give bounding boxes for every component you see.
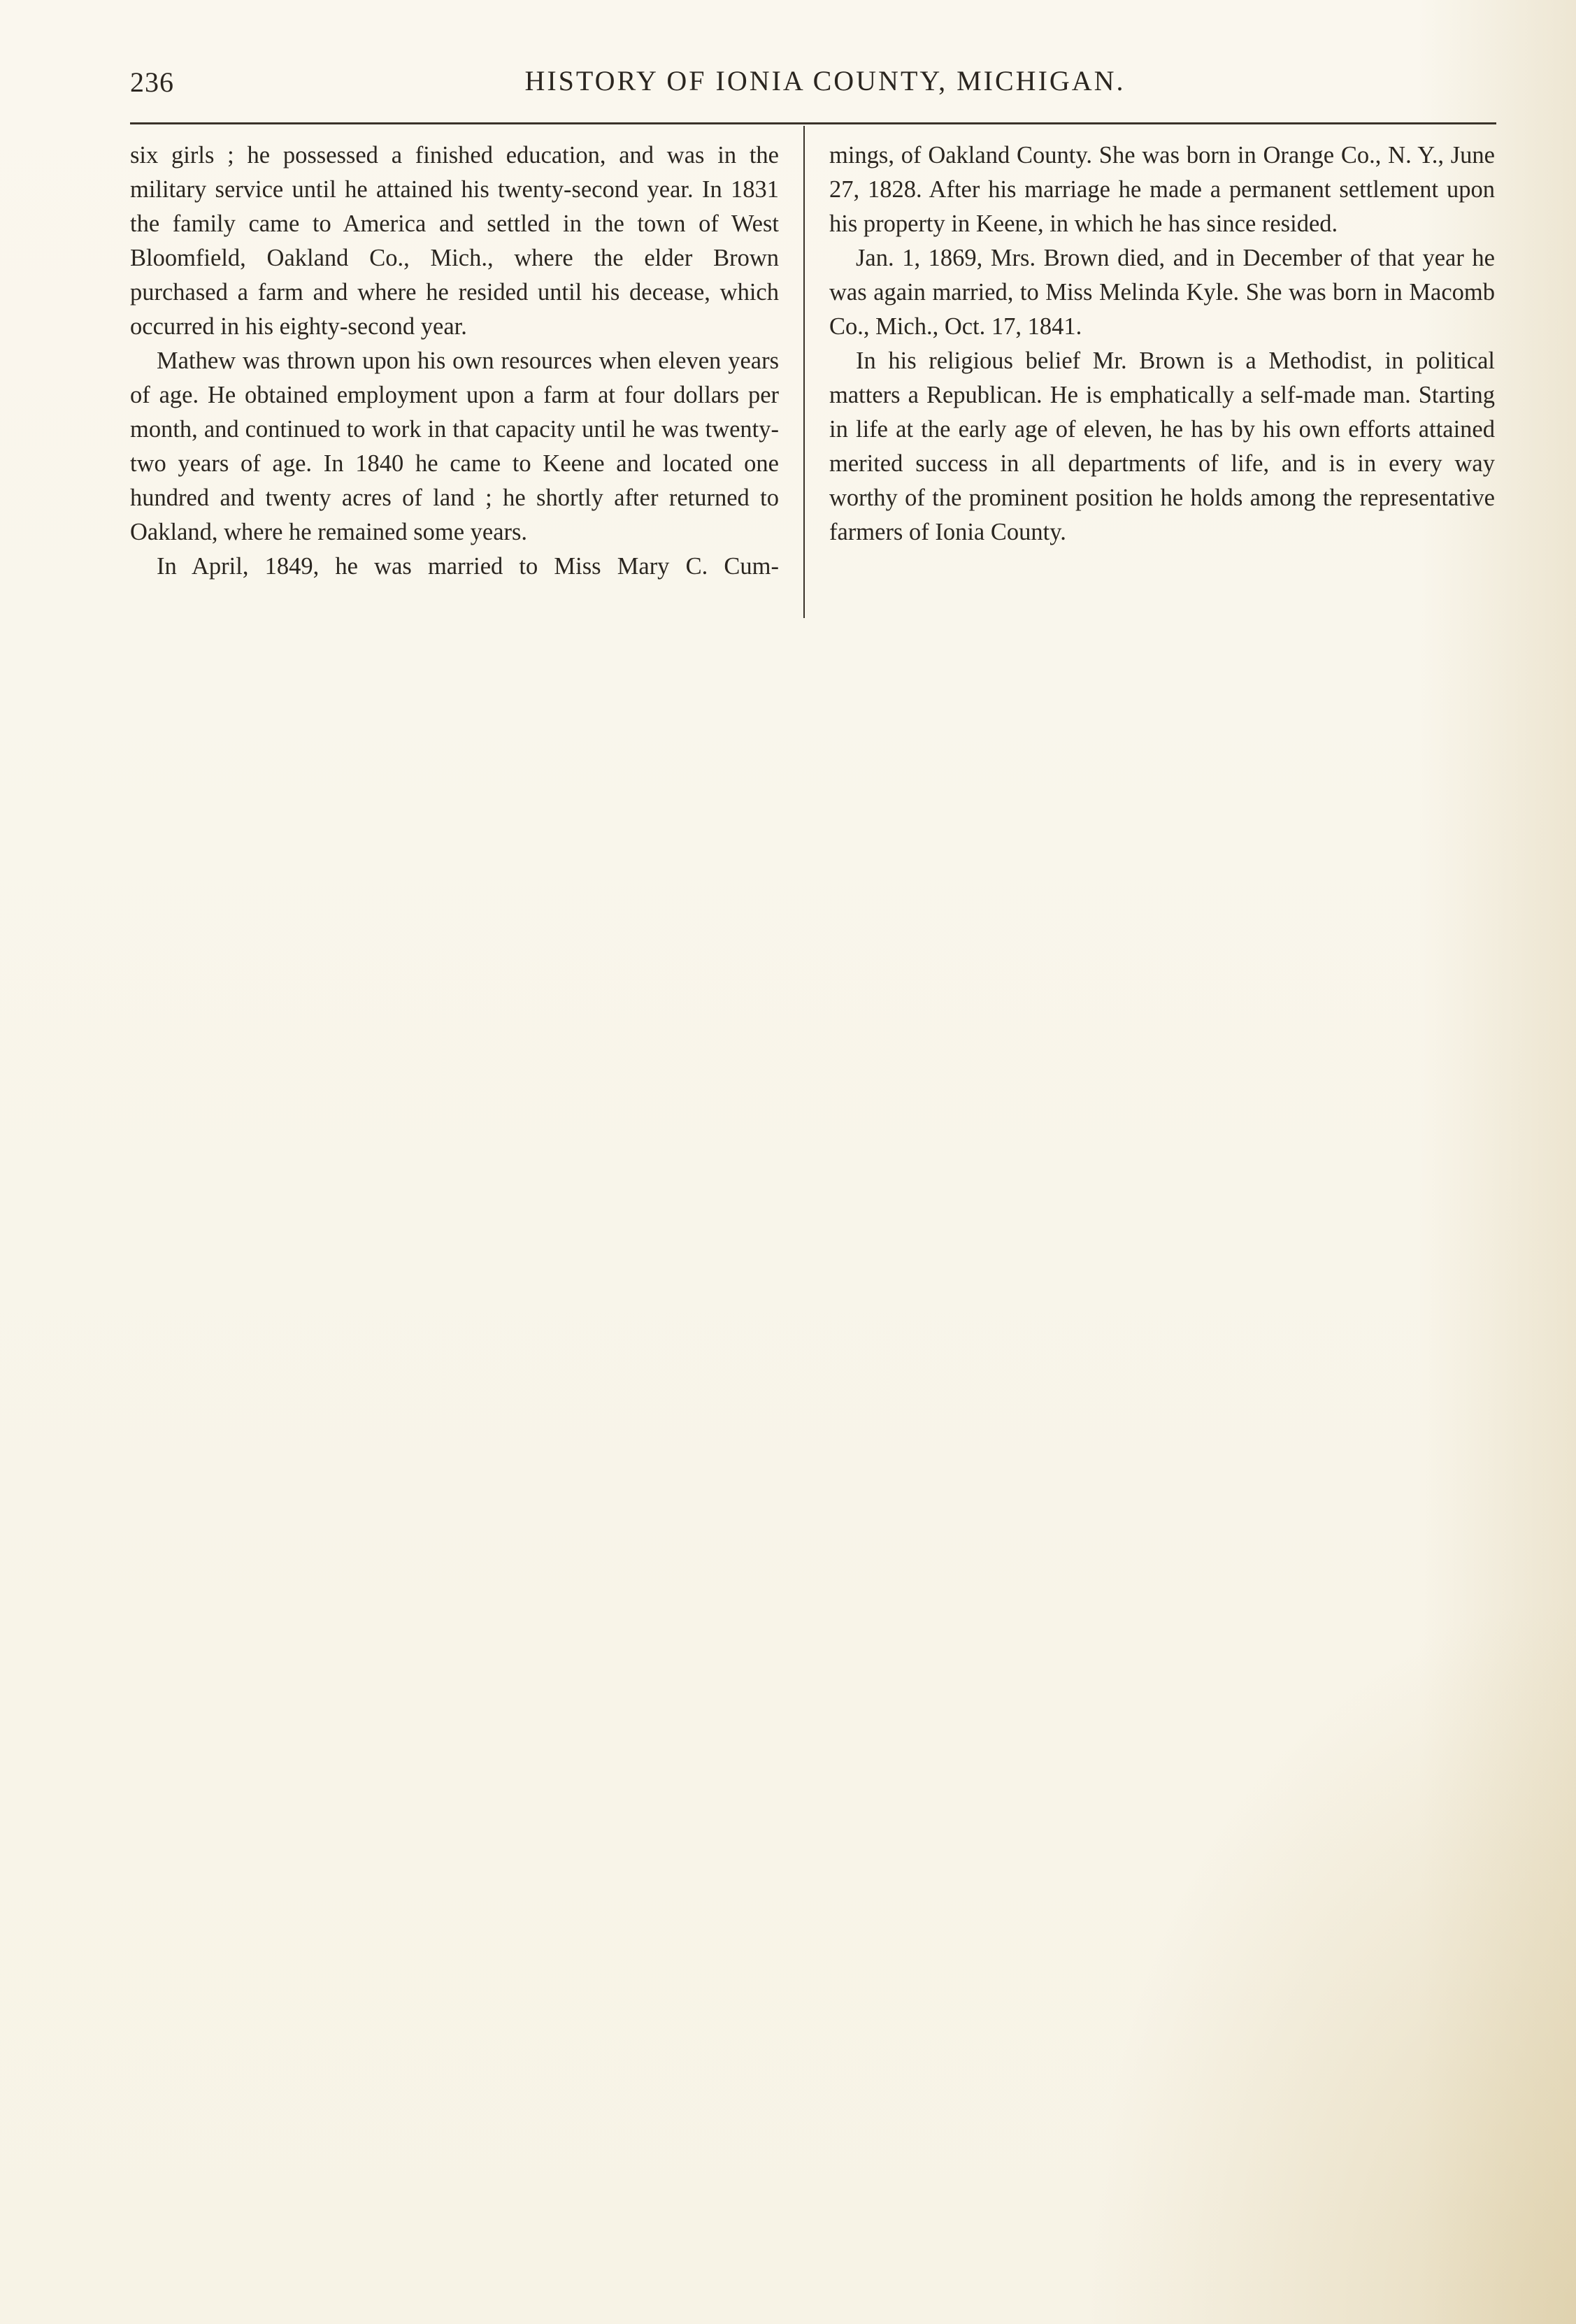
paragraph: Mathew was thrown upon his own resources when eleven years of age. He obtained employment upon a farm at four dollars per month, and continued to work in that capacity until he was twenty-two years of age. In 1840 he came to Keene and located one hundred and twenty acres of land ; he shortly after returned to Oakland, where he remained some years.	[130, 347, 779, 545]
paragraph: six girls ; he possessed a finished education, and was in the military service until he attained his twenty-second year. In 1831 the family came to America and settled in the town of West Bloomfield, Oakland Co., Mich., where the elder Brown purchased a farm and where he resided until his decease, which occurred in his eighty-second year.	[130, 142, 779, 340]
column-rule	[803, 126, 805, 618]
right-column	[829, 138, 1495, 550]
paragraph: Jan. 1, 1869, Mrs. Brown died, and in December of that year he was again married, to Miss Melinda Kyle. She was born in Macomb Co., Mich., Oct. 17, 1841.	[829, 245, 1495, 340]
paragraph: In April, 1849, he was married to Miss Mary C. Cum-	[157, 553, 779, 580]
running-title: HISTORY OF IONIA COUNTY, MICHIGAN.	[524, 65, 1126, 96]
page-number: 236	[130, 66, 174, 98]
paragraph: mings, of Oakland County. She was born in Orange Co., N. Y., June 27, 1828. After his marriage he made a permanent settlement upon his property in Keene, in which he has since resided.	[829, 142, 1495, 237]
left-column	[130, 138, 779, 584]
paragraph: In his religious belief Mr. Brown is a Methodist, in political matters a Republican. He is emphatically a self-made man. Starting in life at the early age of eleven, he has by his own efforts attained merited success in all departments of life, and is in every way worthy of the prominent position he holds among the representative farmers of Ionia County.	[829, 347, 1495, 545]
header-rule	[130, 122, 1496, 124]
